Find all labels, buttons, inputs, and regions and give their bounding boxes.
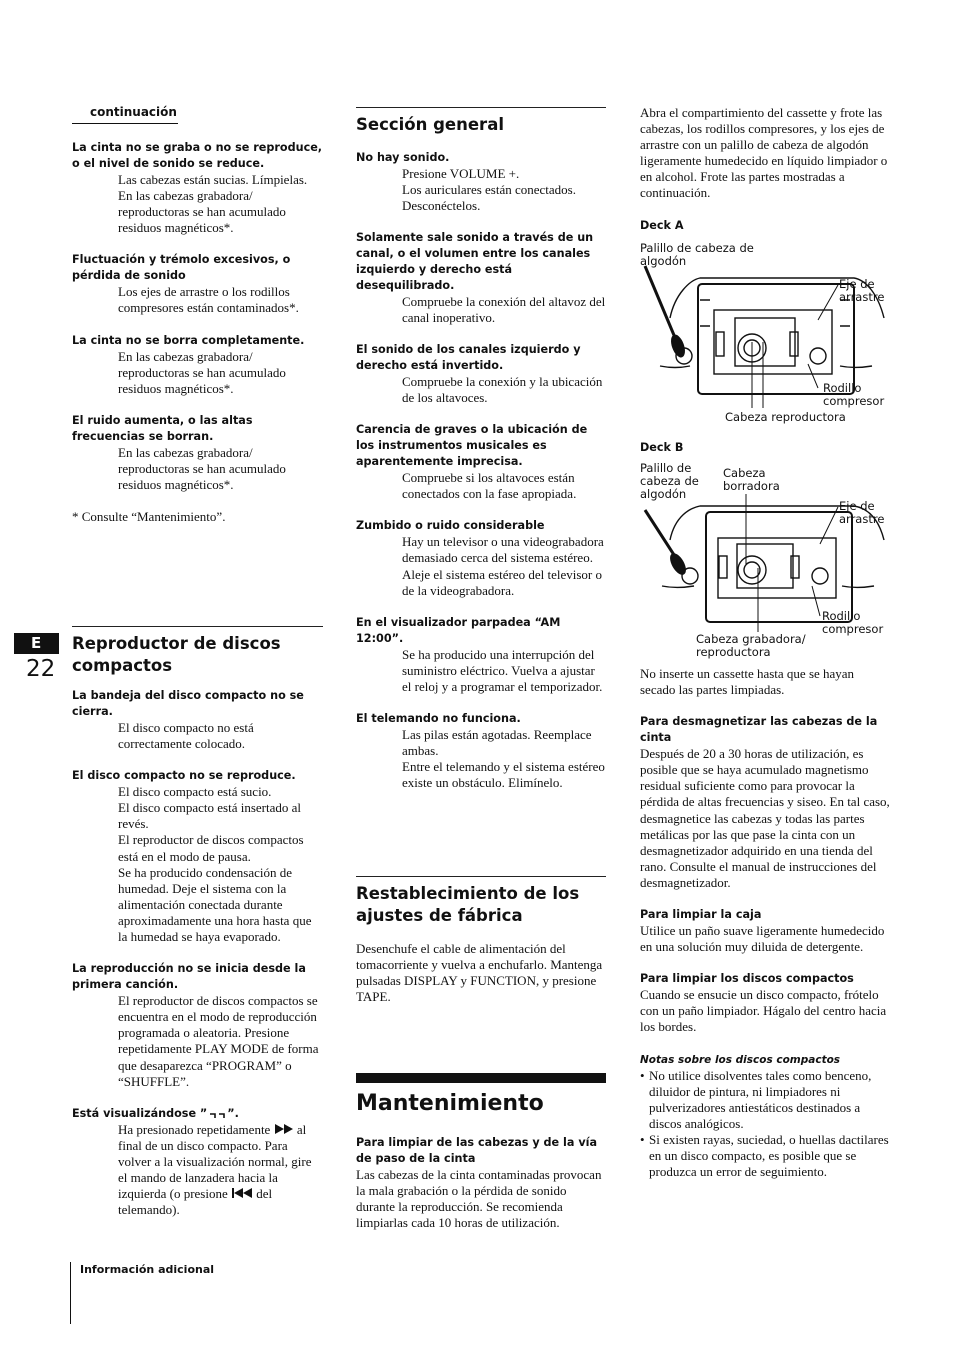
general-problem-6: [356, 615, 606, 695]
clean-case-body: Utilice un paño suave ligeramente humedecido en una solución muy diluida de detergente.: [640, 923, 885, 955]
display-segments-icon: [207, 1109, 227, 1119]
cd-notes-title: Notas sobre los discos compactos: [640, 1053, 841, 1066]
problem-heading: Carencia de graves o la ubicación de los instrumentos musicales es aparentemente imprecisa.: [356, 423, 588, 469]
deck-a-figure: [640, 218, 892, 428]
problem-answer: Se ha producido condensación de humedad. Deje el sistema con la alimentación conectada durante aproximadamente una hora hasta que la humedad se haya evaporado.: [118, 864, 312, 945]
problem-heading: Solamente sale sonido a través de un canal, o el volumen entre los canales izquierdo y derecho está desequilibrado.: [356, 230, 594, 292]
clean-cd-body: Cuando se ensucie un disco compacto, frótelo con un paño limpiador. Hágalo del centro hacia los bordes.: [640, 987, 887, 1035]
maintenance-section: [356, 1073, 606, 1231]
note-text: No utilice disolventes tales como benceno, diluidor de pintura, ni limpiadores ni pulverizadores antiestáticos destinados a discos analógicos.: [649, 1067, 872, 1131]
problem-answer: El reproductor de discos compactos está en el modo de pausa.: [118, 832, 304, 864]
problem-heading: La cinta no se graba o no se reproduce, o el nivel de sonido se reduce.: [72, 141, 323, 170]
problem-heading: En el visualizador parpadea “AM 12:00”.: [356, 615, 561, 645]
problem-answer: Presione VOLUME +.: [402, 165, 520, 181]
section-title-reset: Restablecimiento de los ajustes de fábrica: [356, 884, 580, 925]
cd-problem-2: [72, 768, 324, 945]
list-item: [640, 1068, 892, 1132]
problem-answer: Compruebe la conexión y la ubicación de los altavoces.: [402, 373, 603, 406]
general-problem-1: [356, 150, 606, 214]
deck-a-label-roller: Rodillo compresor: [823, 381, 885, 408]
problem-heading: El disco compacto no se reproduce.: [72, 769, 296, 783]
problem-heading: La reproducción no se inicia desde la primera canción.: [72, 962, 306, 992]
problem-answer: Compruebe la conexión del altavoz del canal inoperativo.: [402, 293, 606, 325]
column-1: [72, 104, 324, 525]
deck-b-title: Deck B: [640, 441, 684, 454]
maintenance-heading: Para limpiar de las cabezas y de la vía de paso de la cinta: [356, 1136, 597, 1165]
maintenance-bar: [356, 1073, 606, 1083]
bullet: •: [640, 1131, 645, 1147]
column-2: [356, 107, 606, 791]
deck-a-title: Deck A: [640, 219, 684, 232]
cd-problem-4: [72, 1106, 324, 1219]
clean-case-heading: Para limpiar la caja: [640, 908, 762, 922]
answer-text: del telemando).: [118, 1186, 273, 1218]
footer-label: Información adicional: [80, 1263, 215, 1276]
lang-tab-label: E: [31, 634, 42, 652]
answer-text: al final de un disco compacto. Para volver a la visualización normal, gire el mando de lanzadera hacia la izquierda (o presione: [118, 1121, 312, 1202]
deck-b-label-roller: Rodillo compresor: [822, 609, 884, 636]
list-item: [640, 1132, 892, 1180]
margin-rule: [70, 1262, 71, 1324]
problem-heading: El telemando no funciona.: [356, 712, 521, 725]
section-title-general: Sección general: [356, 115, 504, 134]
maintenance-body: Las cabezas de la cinta contaminadas provocan la mala grabación o la pérdida de sonido durante la reproducción. Se recomienda limpiarlas cada 10 horas de utilización.: [356, 1167, 602, 1231]
deck-b-diagram: [640, 440, 892, 665]
problem-answer: Las pilas están agotadas. Reemplace ambas.: [402, 727, 592, 759]
cd-section: [72, 626, 324, 1218]
cd-notes-block: [640, 1052, 892, 1181]
problem-heading: El sonido de los canales izquierdo y derecho está invertido.: [356, 342, 581, 372]
demagnetize-block: [640, 714, 892, 891]
deck-a-label-swab: Palillo de cabeza de algodón: [640, 241, 754, 268]
general-problem-5: [356, 518, 606, 598]
column-3: [640, 105, 892, 202]
problem-heading: [72, 1106, 324, 1122]
deck-b-label-capstan: Eje de arrastre: [839, 499, 885, 526]
problem-answer: Hay un televisor o una videograbadora demasiado cerca del sistema estéreo. Aleje el sistema estéreo del televisor o de la videograbadora.: [402, 534, 604, 598]
continuation-rule: [72, 123, 178, 124]
problem-answer: El reproductor de discos compactos se encuentra en el modo de reproducción programada o aleatoria. Presione repetidamente PLAY MODE de forma que desaparezca “PROGRAM” o “SHUFFLE”.: [118, 993, 319, 1089]
problem-answer: Los ejes de arrastre o los rodillos compresores están contaminados*.: [118, 284, 299, 316]
problem-heading: La cinta no se borra completamente.: [72, 333, 305, 347]
problem-answer: El disco compacto está sucio.: [118, 784, 272, 800]
section-title-cd: Reproductor de discos compactos: [72, 634, 281, 675]
section-title-maintenance: Mantenimiento: [356, 1091, 544, 1116]
after-cleaning-note: No inserte un cassette hasta que se hayan secado las partes limpiadas.: [640, 666, 855, 698]
cleaning-intro: Abra el compartimiento del cassette y frote las cabezas, los rodillos compresores, y los ejes de arrastre con un palillo de cabeza de algodón ligeramente humedecido en líquido limpiador o en alcohol. Frote las partes mostradas a continuación.: [640, 105, 888, 201]
problem-answer: El disco compacto está insertado al revés.: [118, 800, 302, 832]
problem-answer: En las cabezas grabadora/ reproductoras se han acumulado residuos magnéticos*.: [118, 444, 286, 493]
fast-forward-icon: [274, 1124, 294, 1134]
general-problem-4: [356, 422, 606, 502]
bullet: •: [640, 1067, 645, 1083]
problem-answer: Se ha producido una interrupción del suministro eléctrico. Vuelva a ajustar el reloj y a programar el temporizador.: [402, 646, 603, 694]
lang-tab: [14, 633, 59, 654]
problem-answer: Compruebe si los altavoces están conectados con la fase apropiada.: [402, 470, 577, 502]
problem-answer: Entre el telemando y el sistema estéreo existe un obstáculo. Elimínelo.: [402, 759, 605, 791]
problem-heading: El ruido aumenta, o las altas frecuencias se borran.: [72, 413, 253, 443]
general-problem-7: [356, 711, 606, 791]
problem-heading: Zumbido o ruido considerable: [356, 519, 545, 533]
problem-answer: Los auriculares están conectados. Desconéctelos.: [402, 181, 576, 213]
column-3-lower: [640, 666, 892, 1180]
tape-problem-3: [72, 333, 324, 397]
answer-text: Ha presionado repetidamente: [118, 1121, 271, 1137]
clean-cd-heading: Para limpiar los discos compactos: [640, 972, 854, 986]
reset-section: [356, 876, 606, 1005]
cd-problem-1: [72, 688, 324, 752]
problem-answer: [72, 1122, 324, 1219]
problem-heading-text: ”.: [227, 1106, 239, 1120]
tape-problem-1: [72, 140, 324, 236]
problem-heading-text: Está visualizándose ”: [72, 1106, 208, 1120]
deck-b-label-swab: Palillo de cabeza de algodón: [640, 461, 699, 501]
deck-a-label-capstan: Eje de arrastre: [839, 277, 885, 304]
page-number: 22: [26, 656, 56, 682]
cd-problem-3: [72, 961, 324, 1090]
problem-answer: Las cabezas están sucias. Límpielas.: [118, 172, 308, 187]
demagnetize-heading: Para desmagnetizar las cabezas de la cinta: [640, 715, 878, 745]
problem-answer: En las cabezas grabadora/ reproductoras se han acumulado residuos magnéticos*.: [118, 188, 286, 236]
deck-b-figure: [640, 440, 892, 665]
deck-a-diagram: [640, 218, 892, 428]
tape-problem-2: [72, 252, 324, 316]
deck-b-label-erase: Cabeza borradora: [723, 466, 780, 493]
section-rule: [72, 626, 323, 627]
general-problem-2: [356, 230, 606, 326]
demagnetize-body: Después de 20 a 30 horas de utilización, es posible que se haya acumulado magnetismo residual suficiente como para provocar la pérdida de altas frecuencias y siseo. En tal caso, desmagnetice las cabezas y todas las partes metálicas por las que pase la cinta con un desmagnetizador adquirido en una tienda del rano. Consulte el manual de instrucciones del desmagnetizador.: [640, 746, 890, 890]
clean-cd-block: [640, 971, 892, 1035]
deck-a-label-head: Cabeza reproductora: [725, 410, 846, 424]
note-text: Si existen rayas, suciedad, o huellas dactilares en un disco compacto, es posible que se produzca un error de seguimiento.: [649, 1131, 889, 1180]
problem-answer: En las cabezas grabadora/ reproductoras se han acumulado residuos magnéticos*.: [118, 348, 286, 396]
deck-b-label-head: Cabeza grabadora/ reproductora: [696, 632, 806, 659]
general-problem-3: [356, 342, 606, 406]
section-rule: [356, 107, 606, 108]
tape-problem-4: [72, 413, 324, 493]
problem-answer: El disco compacto no está correctamente colocado.: [118, 720, 254, 752]
section-rule: [356, 876, 606, 877]
problem-heading: No hay sonido.: [356, 150, 450, 164]
problem-heading: Fluctuación y trémolo excesivos, o pérdida de sonido: [72, 253, 291, 283]
clean-case-block: [640, 907, 892, 955]
reset-body: Desenchufe el cable de alimentación del tomacorriente y vuelva a enchufarlo. Mantenga pulsadas DISPLAY y FUNCTION, y presione TAPE.: [356, 941, 603, 1005]
previous-track-icon: [231, 1188, 253, 1198]
problem-heading: La bandeja del disco compacto no se cierra.: [72, 689, 304, 718]
continuation-label: continuación: [90, 105, 177, 119]
footnote: * Consulte “Mantenimiento”.: [72, 509, 226, 525]
